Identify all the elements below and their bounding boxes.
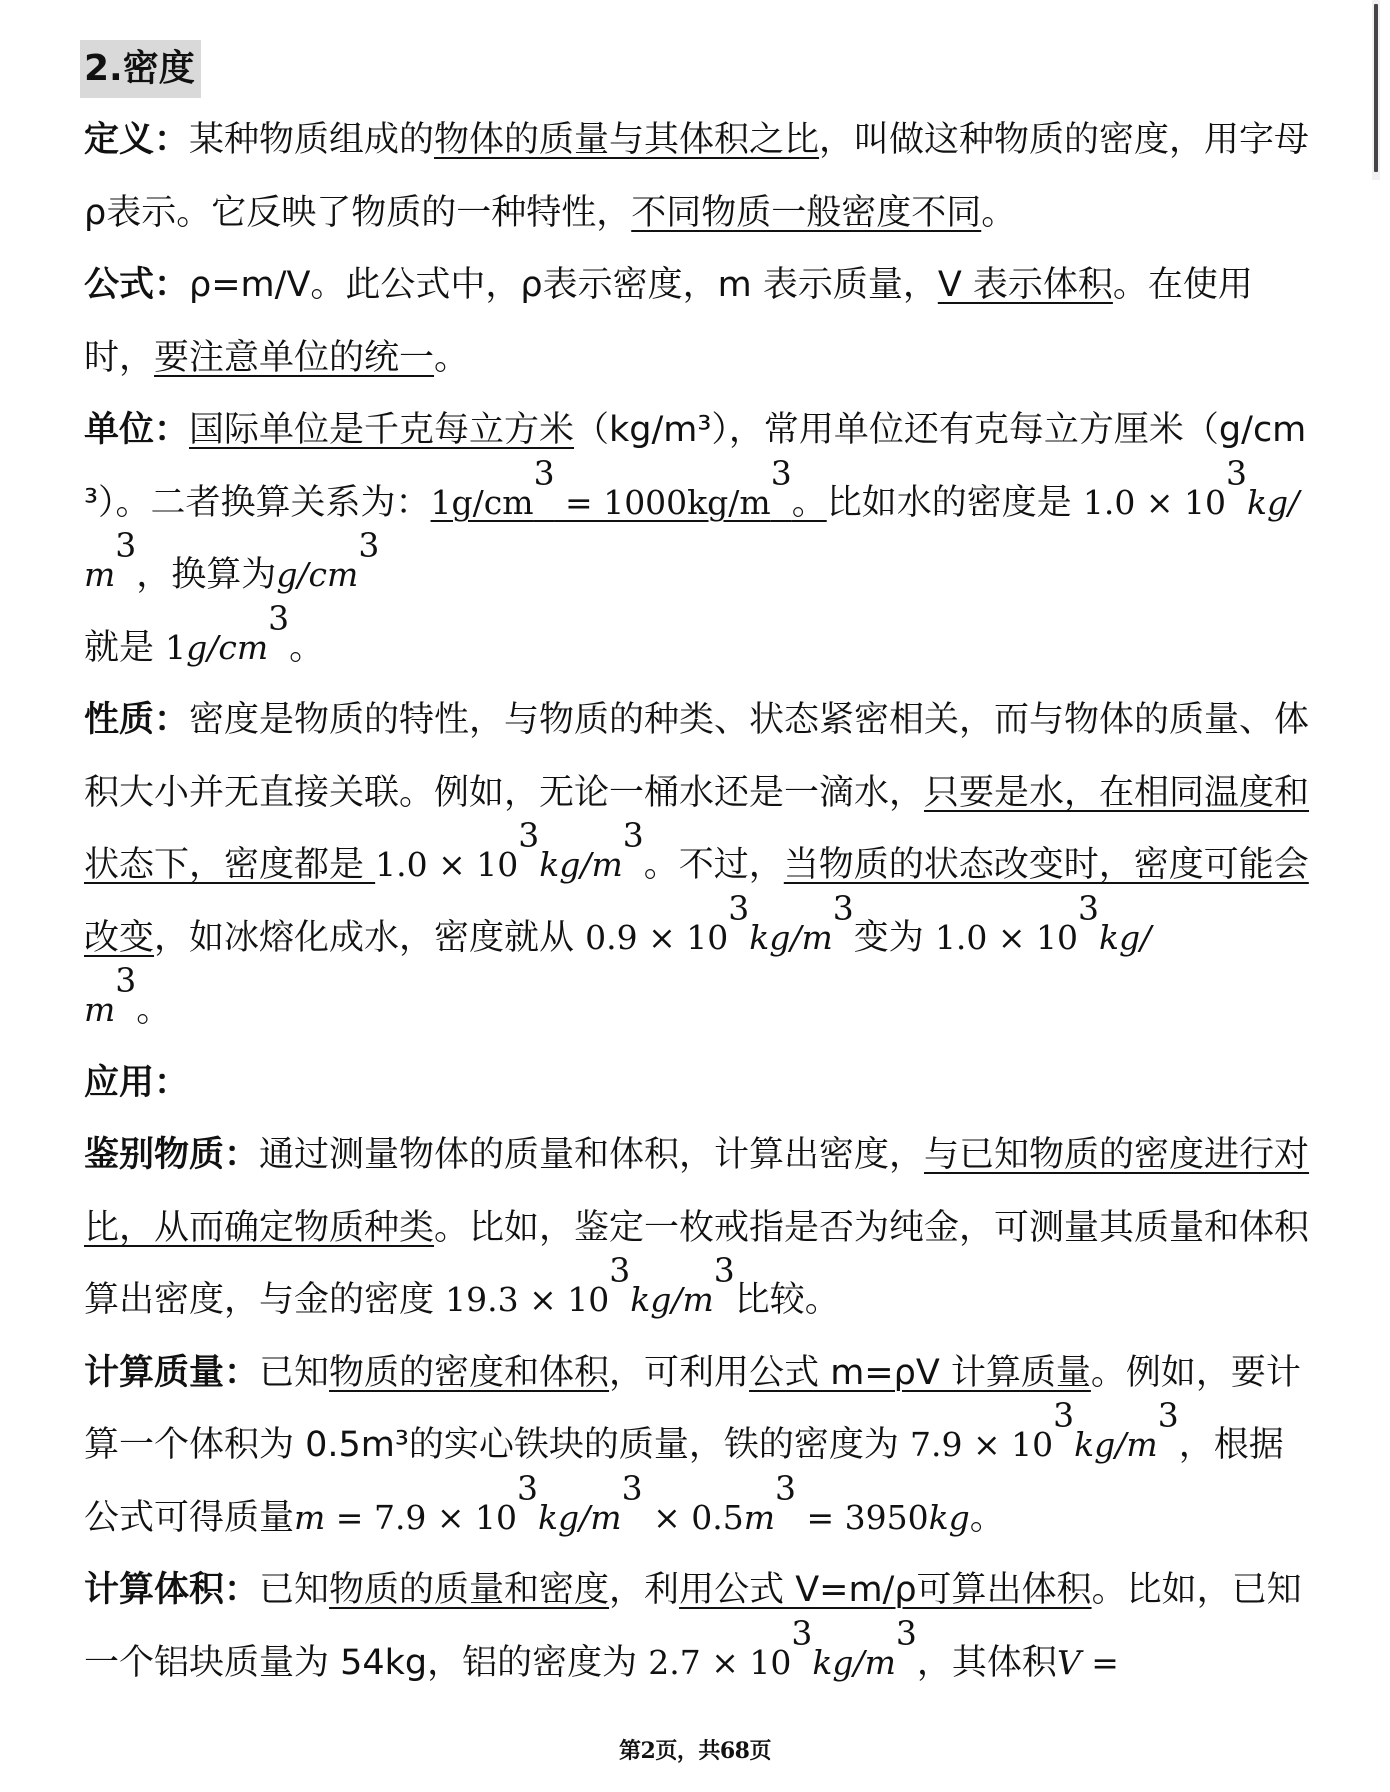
underlined-text: 要注意单位的统一	[154, 337, 435, 378]
formula-label: 公式：	[84, 265, 190, 305]
math-sup: 3	[791, 1612, 813, 1652]
math-text: m	[84, 990, 116, 1029]
unit-paragraph-cont	[84, 597, 1314, 685]
math-sup: 3	[115, 525, 137, 565]
math-sup: 3	[1225, 452, 1247, 492]
underlined-text: V 表示体积	[937, 265, 1113, 305]
math-text: 0.9 × 10	[585, 917, 729, 957]
text: 密度是物质的特性，与物质的种类、状态紧密相关，而与物体的质量、体积大小并无直接关联。例如，无论一桶水还是一滴水，	[84, 700, 1310, 813]
math-text: m	[294, 1497, 326, 1537]
math-text: 1.0 × 10	[375, 845, 519, 884]
definition-paragraph	[84, 104, 1314, 249]
text: ρ=m/V。此公式中，ρ表示密度，m 表示质量，	[189, 265, 938, 305]
math-sup: 3	[609, 1250, 631, 1290]
text: 。	[981, 192, 1017, 233]
text: 已知	[259, 1352, 330, 1393]
underlined-text: 与已知物质的密度进行对比，从而确定物质种类	[84, 1135, 1310, 1248]
section-title: 2.密度	[80, 40, 201, 98]
text: 。	[289, 627, 325, 668]
text: 。	[136, 990, 172, 1030]
math-sup: 3	[895, 1612, 917, 1652]
calc-volume-label: 计算体积：	[84, 1570, 260, 1610]
math-text: 1.0 × 10	[934, 917, 1079, 957]
page-content	[84, 40, 1314, 1699]
math-sup: 3	[621, 1467, 643, 1507]
math-text: =	[1080, 1642, 1119, 1682]
math-text: kg/m	[630, 1280, 714, 1319]
text: ，根据公式可得质量	[84, 1425, 1284, 1538]
text: 已知	[259, 1570, 330, 1610]
underlined-text: 国际单位是千克每立方米	[189, 410, 575, 450]
text: 就是	[84, 627, 166, 668]
unit-label: 单位：	[84, 410, 190, 450]
math-text: kg/m	[749, 917, 833, 957]
math-sup: 3	[775, 1467, 796, 1507]
text: 通过测量物体的质量和体积，计算出密度，	[259, 1135, 925, 1175]
math-text: kg/	[1099, 917, 1152, 957]
math-text: m	[743, 1497, 775, 1537]
text: 。比如，鉴定一枚戒指是否为纯金，可测量其质量和体积算出密度，与金的密度	[84, 1207, 1310, 1320]
scrollbar-thumb[interactable]	[1374, 4, 1378, 172]
math-text: 1	[165, 627, 187, 667]
application-heading	[84, 1047, 1314, 1120]
underlined-text: 物体的质量与其体积之比	[434, 120, 820, 160]
text: 。不过，	[643, 845, 784, 885]
text: 。在使用时，	[84, 265, 1253, 378]
math-sup: 3	[517, 1467, 539, 1507]
calc-volume-paragraph	[84, 1554, 1314, 1699]
text: 变为	[853, 917, 935, 958]
text: （kg/m³），常用单位还有克每立方厘米（g/cm³）。二者换算关系为：	[84, 410, 1307, 523]
math-sup: 3	[1157, 1395, 1179, 1435]
math-sup: 3	[1053, 1395, 1075, 1435]
math-text: kg/m	[539, 845, 623, 884]
text: ，如冰熔化成水，密度就从	[154, 917, 586, 958]
math-text: 7.9 × 10	[910, 1425, 1054, 1464]
definition-label: 定义：	[84, 120, 190, 160]
math-text: = 3950	[796, 1497, 929, 1537]
property-label: 性质：	[84, 700, 190, 740]
math-text: kg/m	[812, 1642, 896, 1682]
text: 。	[791, 482, 827, 523]
math-sup: 3	[1078, 887, 1100, 927]
application-label: 应用：	[84, 1062, 190, 1103]
text: 。例如，要计算一个体积为 0.5m³的实心铁块的质量，铁的密度为	[84, 1352, 1301, 1465]
text: 只要是水，在相同温度和状态下，密度都是	[84, 772, 1310, 885]
unit-paragraph	[84, 394, 1314, 612]
property-paragraph	[84, 684, 1314, 1047]
math-text: = 1000kg/m	[554, 482, 771, 522]
text: 。比如，已知一个铝块质量为 54kg，铝的密度为	[84, 1570, 1302, 1683]
math-sup: 3	[533, 452, 555, 492]
identify-paragraph	[84, 1119, 1314, 1337]
text: ，叫做这种物质的密度，用字母ρ表示。它反映了物质的一种特性，	[84, 120, 1310, 233]
underlined-text: 当物质的状态改变时，密度可能会改变	[84, 845, 1309, 958]
text: ，可利用	[609, 1352, 750, 1393]
math-text: kg/m	[84, 482, 1300, 594]
calc-mass-paragraph	[84, 1337, 1314, 1555]
math-sup: 3	[518, 815, 540, 855]
math-text: kg	[928, 1497, 970, 1537]
math-sup: 3	[358, 525, 380, 565]
text: 。	[969, 1497, 1005, 1538]
math-sup: 3	[713, 1250, 735, 1290]
math-text: 19.3 × 10	[445, 1280, 610, 1319]
math-text: g/cm	[276, 555, 359, 594]
underlined-text: 物质的质量和密度	[329, 1570, 610, 1610]
math-text: 2.7 × 10	[648, 1642, 792, 1682]
text: ，换算为	[136, 555, 277, 595]
text: 比较。	[734, 1280, 840, 1320]
underlined-formula	[430, 452, 827, 523]
identify-label: 鉴别物质：	[84, 1135, 260, 1175]
math-text: 1g/cm	[430, 482, 534, 522]
math-text: kg/m	[1074, 1425, 1158, 1464]
text: 。	[434, 337, 470, 378]
text: ，利	[609, 1570, 680, 1610]
math-text: g/cm	[186, 627, 269, 667]
math-sup: 3	[268, 597, 290, 637]
text: 比如水的密度是	[826, 482, 1083, 523]
text: ，其体积	[916, 1642, 1057, 1683]
math-text: V	[1056, 1642, 1081, 1682]
underlined-text: 用公式 V=m/ρ可算出体积	[679, 1570, 1092, 1610]
math-sup: 3	[770, 452, 792, 492]
page-number-footer: 第2页，共68页	[619, 1738, 771, 1764]
underlined-text: 物质的密度和体积	[329, 1352, 610, 1393]
math-text: × 0.5	[642, 1497, 744, 1537]
math-sup: 3	[622, 815, 644, 855]
calc-mass-label: 计算质量：	[84, 1352, 260, 1393]
underlined-text: 公式 m=ρV 计算质量	[749, 1352, 1091, 1393]
math-text: kg/m	[538, 1497, 622, 1537]
formula-paragraph	[84, 249, 1314, 394]
text: 某种物质组成的	[189, 120, 435, 160]
math-sup: 3	[832, 887, 854, 927]
math-sup: 3	[728, 887, 750, 927]
math-text: 1.0 × 10	[1082, 482, 1226, 522]
math-sup: 3	[115, 960, 137, 1000]
math-text: = 7.9 × 10	[325, 1497, 518, 1537]
underlined-text: 不同物质一般密度不同	[631, 192, 982, 233]
